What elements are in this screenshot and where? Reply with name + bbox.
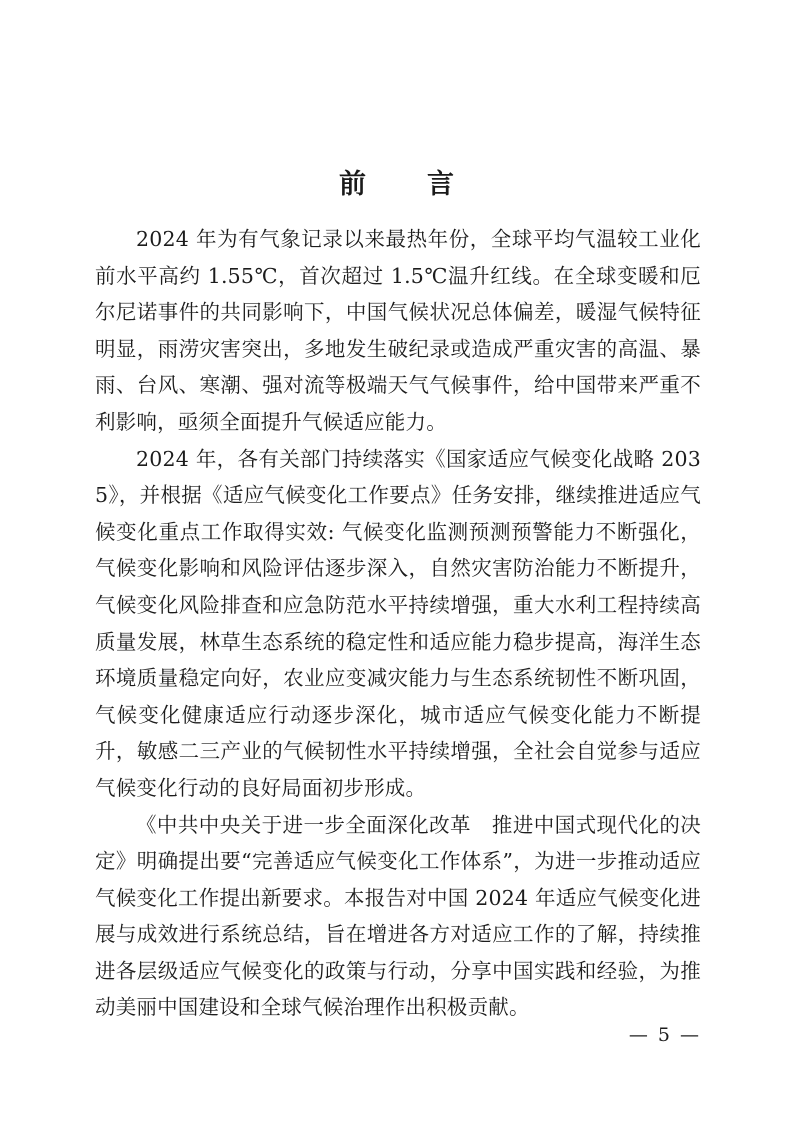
page-title: 前 言 (339, 169, 471, 201)
paragraph-3: 《中共中央关于进一步全面深化改革 推进中国式现代化的决定》明确提出要“完善适应气候变化工作体系”，为进一步推动适应气候变化工作提出新要求。本报告对中国 2024 年适应气候变化进展与成效进行系统总结，旨在增进各方对适应工作的了解，持续推进各层级适应气候变化的政策与行动，分享中国实践和经验，为推动美丽中国建设和全球气候治理作出积极贡献。 (95, 812, 701, 1020)
page-number: — 5 — (628, 1024, 701, 1046)
paragraph-1: 2024 年为有气象记录以来最热年份，全球平均气温较工业化前水平高约 1.55℃，首次超过 1.5℃温升红线。在全球变暖和厄尔尼诺事件的共同影响下，中国气候状况总体偏差，暖湿气候特征明显，雨涝灾害突出，多地发生破纪录或造成严重灾害的高温、暴雨、台风、寒潮、强对流等极端天气气候事件，给中国带来严重不利影响，亟须全面提升气候适应能力。 (95, 227, 701, 434)
paragraph-2: 2024 年，各有关部门持续落实《国家适应气候变化战略 2035》，并根据《适应气候变化工作要点》任务安排，继续推进适应气候变化重点工作取得实效: 气候变化监测预测预警能力不断强化，气候变化影响和风险评估逐步深入，自然灾害防治能力不断提升，气候变化风险排查和应急防范水平持续增强，重大水利工程持续高质量发展，林草生态系统的稳定性和适应能力稳步提高，海洋生态环境质量稳定向好，农业应变减灾能力与生态系统韧性不断巩固，气候变化健康适应行动逐步深化，城市适应气候变化能力不断提升，敏感二三产业的气候韧性水平持续增强，全社会自觉参与适应气候变化行动的良好局面初步形成。 (95, 446, 701, 800)
document-body (95, 221, 701, 1026)
